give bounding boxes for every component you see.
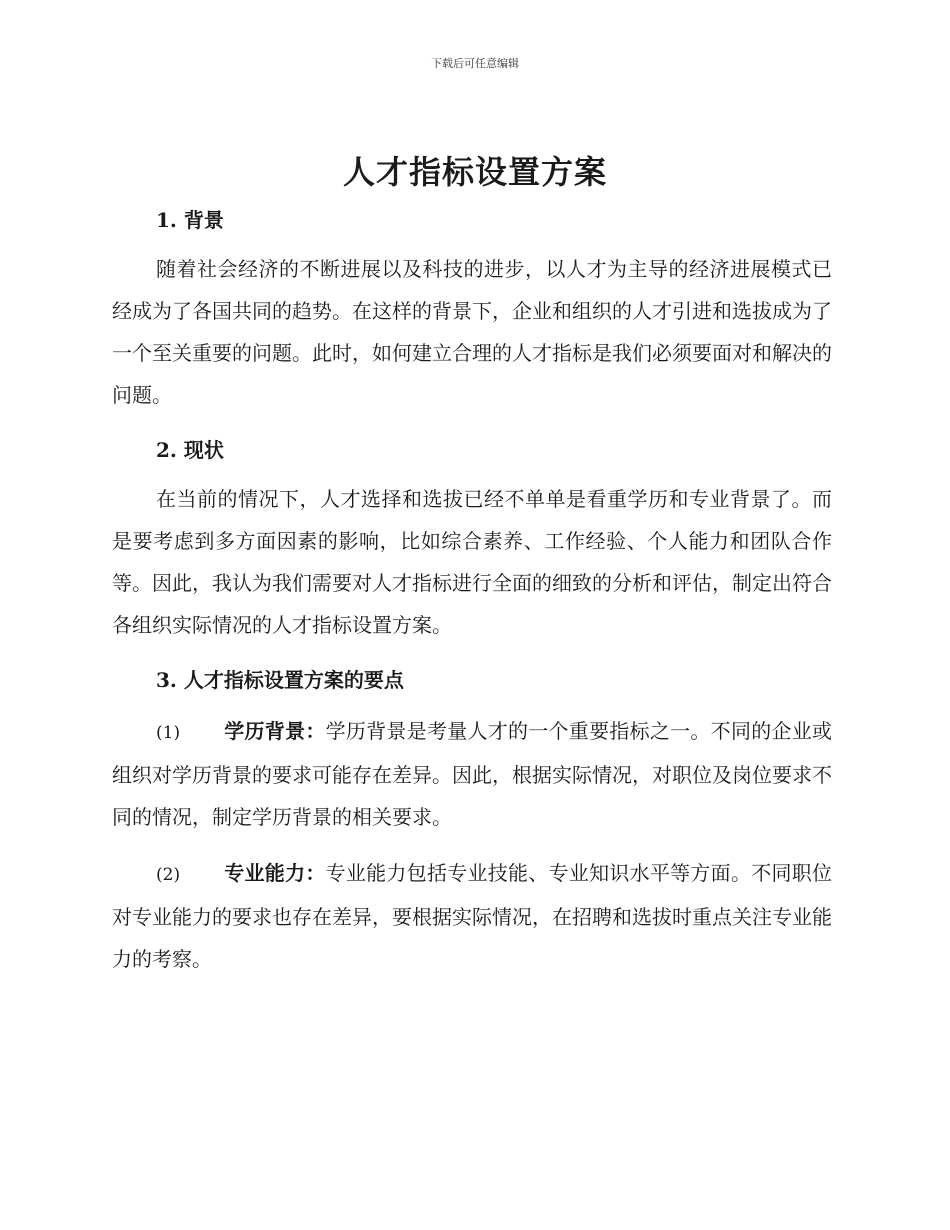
list-item-number: (1): [156, 723, 181, 743]
list-item-number: (2): [156, 865, 181, 885]
section-heading-background: 1. 背景: [156, 208, 224, 232]
list-item-term: 专业能力：: [224, 861, 326, 885]
list-item-professional-ability: [112, 852, 832, 980]
section-heading-key-points: 3. 人才指标设置方案的要点: [156, 668, 404, 692]
list-item-text: 学历背景是考量人才的一个重要指标之一。不同的企业或组织对学历背景的要求可能存在差异。因此，根据实际情况，对职位及岗位要求不同的情况，制定学历背景的相关要求。: [112, 719, 833, 829]
list-item-education: [112, 710, 832, 838]
section-paragraph-background: 随着社会经济的不断进展以及科技的进步，以人才为主导的经济进展模式已经成为了各国共同的趋势。在这样的背景下，企业和组织的人才引进和选拔成为了一个至关重要的问题。此时，如何建立合理的人才指标是我们必须要面对和解决的问题。: [112, 257, 832, 407]
header-note: 下载后可任意编辑: [431, 57, 519, 70]
list-item-text: 专业能力包括专业技能、专业知识水平等方面。不同职位对专业能力的要求也存在差异，要根据实际情况，在招聘和选拔时重点关注专业能力的考察。: [112, 861, 833, 971]
document-body: [112, 204, 832, 980]
section-heading-status: 2. 现状: [156, 438, 224, 462]
section-paragraph-status: 在当前的情况下，人才选择和选拔已经不单单是看重学历和专业背景了。而是要考虑到多方面因素的影响，比如综合素养、工作经验、个人能力和团队合作等。因此，我认为我们需要对人才指标进行全面的细致的分析和评估，制定出符合各组织实际情况的人才指标设置方案。: [112, 487, 832, 637]
document-title: 人才指标设置方案: [342, 153, 607, 191]
list-item-term: 学历背景：: [224, 719, 326, 743]
